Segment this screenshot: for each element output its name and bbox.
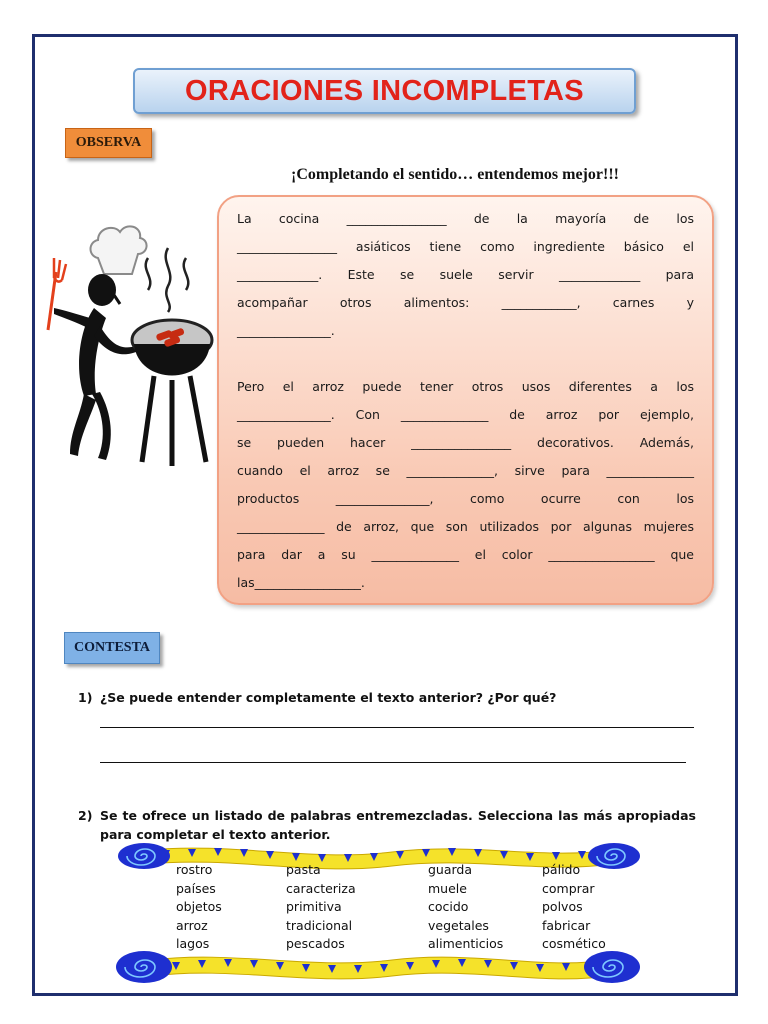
spiral-icon [118, 843, 170, 869]
passage-line: _______________. [237, 323, 335, 338]
word-item: pasta [286, 862, 321, 877]
page-title: ORACIONES INCOMPLETAS [185, 74, 584, 107]
passage-line: acompañar otros alimentos: ____________, carnes y [237, 295, 694, 310]
passage-line: se pueden hacer ________________ decorativos. Además, [237, 435, 694, 450]
question-2 [78, 806, 696, 844]
answer-line-2[interactable] [100, 762, 686, 763]
contesta-label: CONTESTA [64, 632, 160, 664]
word-item: polvos [542, 899, 583, 915]
word-item: alimenticios [428, 936, 504, 952]
word-item: guarda [428, 862, 473, 877]
passage-line: _____________. Este se suele servir _____________ para [237, 267, 694, 282]
word-item: tradicional [286, 917, 353, 933]
title-banner [133, 68, 636, 114]
question-1 [78, 690, 698, 705]
chef-barbecue-illustration [40, 218, 218, 476]
word-item: rostro [176, 862, 213, 877]
wavy-banner-bottom [112, 948, 644, 986]
word-item: comprar [542, 880, 595, 896]
word-item: pálido [542, 862, 581, 877]
passage-box [217, 195, 714, 605]
passage-line: ________________ asiáticos tiene como ingrediente básico el [237, 239, 694, 254]
word-item: pescados [286, 936, 345, 952]
answer-line-1[interactable] [100, 727, 694, 728]
word-item: lagos [176, 936, 210, 952]
passage-line: productos _______________, como ocurre con los [237, 491, 694, 506]
word-item: primitiva [286, 899, 342, 915]
passage-line: La cocina ________________ de la mayoría de los [237, 211, 694, 226]
passage-line: _______________. Con ______________ de arroz por ejemplo, [237, 407, 694, 422]
word-list [176, 861, 646, 954]
grill-body [134, 344, 210, 376]
passage-line: ______________ de arroz, que son utilizados por algunas mujeres [237, 519, 694, 534]
passage-line: las_________________. [237, 575, 365, 590]
subtitle: ¡Completando el sentido… entendemos mejor!!! [291, 166, 619, 183]
word-item: muele [428, 880, 467, 896]
chef-head [88, 274, 116, 306]
word-item: países [176, 880, 216, 896]
question-1-text: ¿Se puede entender completamente el texto anterior? ¿Por qué? [100, 690, 557, 705]
word-item: arroz [176, 917, 208, 933]
spiral-icon [584, 951, 640, 983]
question-2-number: 2) [78, 808, 93, 823]
word-item: caracteriza [286, 880, 356, 896]
word-item: cosmético [542, 936, 606, 952]
word-item: fabricar [542, 917, 591, 933]
spiral-icon [116, 951, 172, 983]
word-item: cocido [428, 899, 469, 915]
chef-hat-icon [91, 226, 147, 274]
observa-label: OBSERVA [65, 128, 152, 158]
passage-line: cuando el arroz se ______________, sirve para ______________ [237, 463, 694, 478]
word-item: vegetales [428, 917, 489, 933]
passage-line: Pero el arroz puede tener otros usos diferentes a los [237, 379, 694, 394]
question-2-text: Se te ofrece un listado de palabras entremezcladas. Selecciona las más apropiadas para completar el texto anterior. [100, 808, 696, 842]
word-item: objetos [176, 899, 222, 915]
question-1-number: 1) [78, 690, 93, 705]
passage-line: para dar a su ______________ el color _________________ que [237, 547, 694, 562]
